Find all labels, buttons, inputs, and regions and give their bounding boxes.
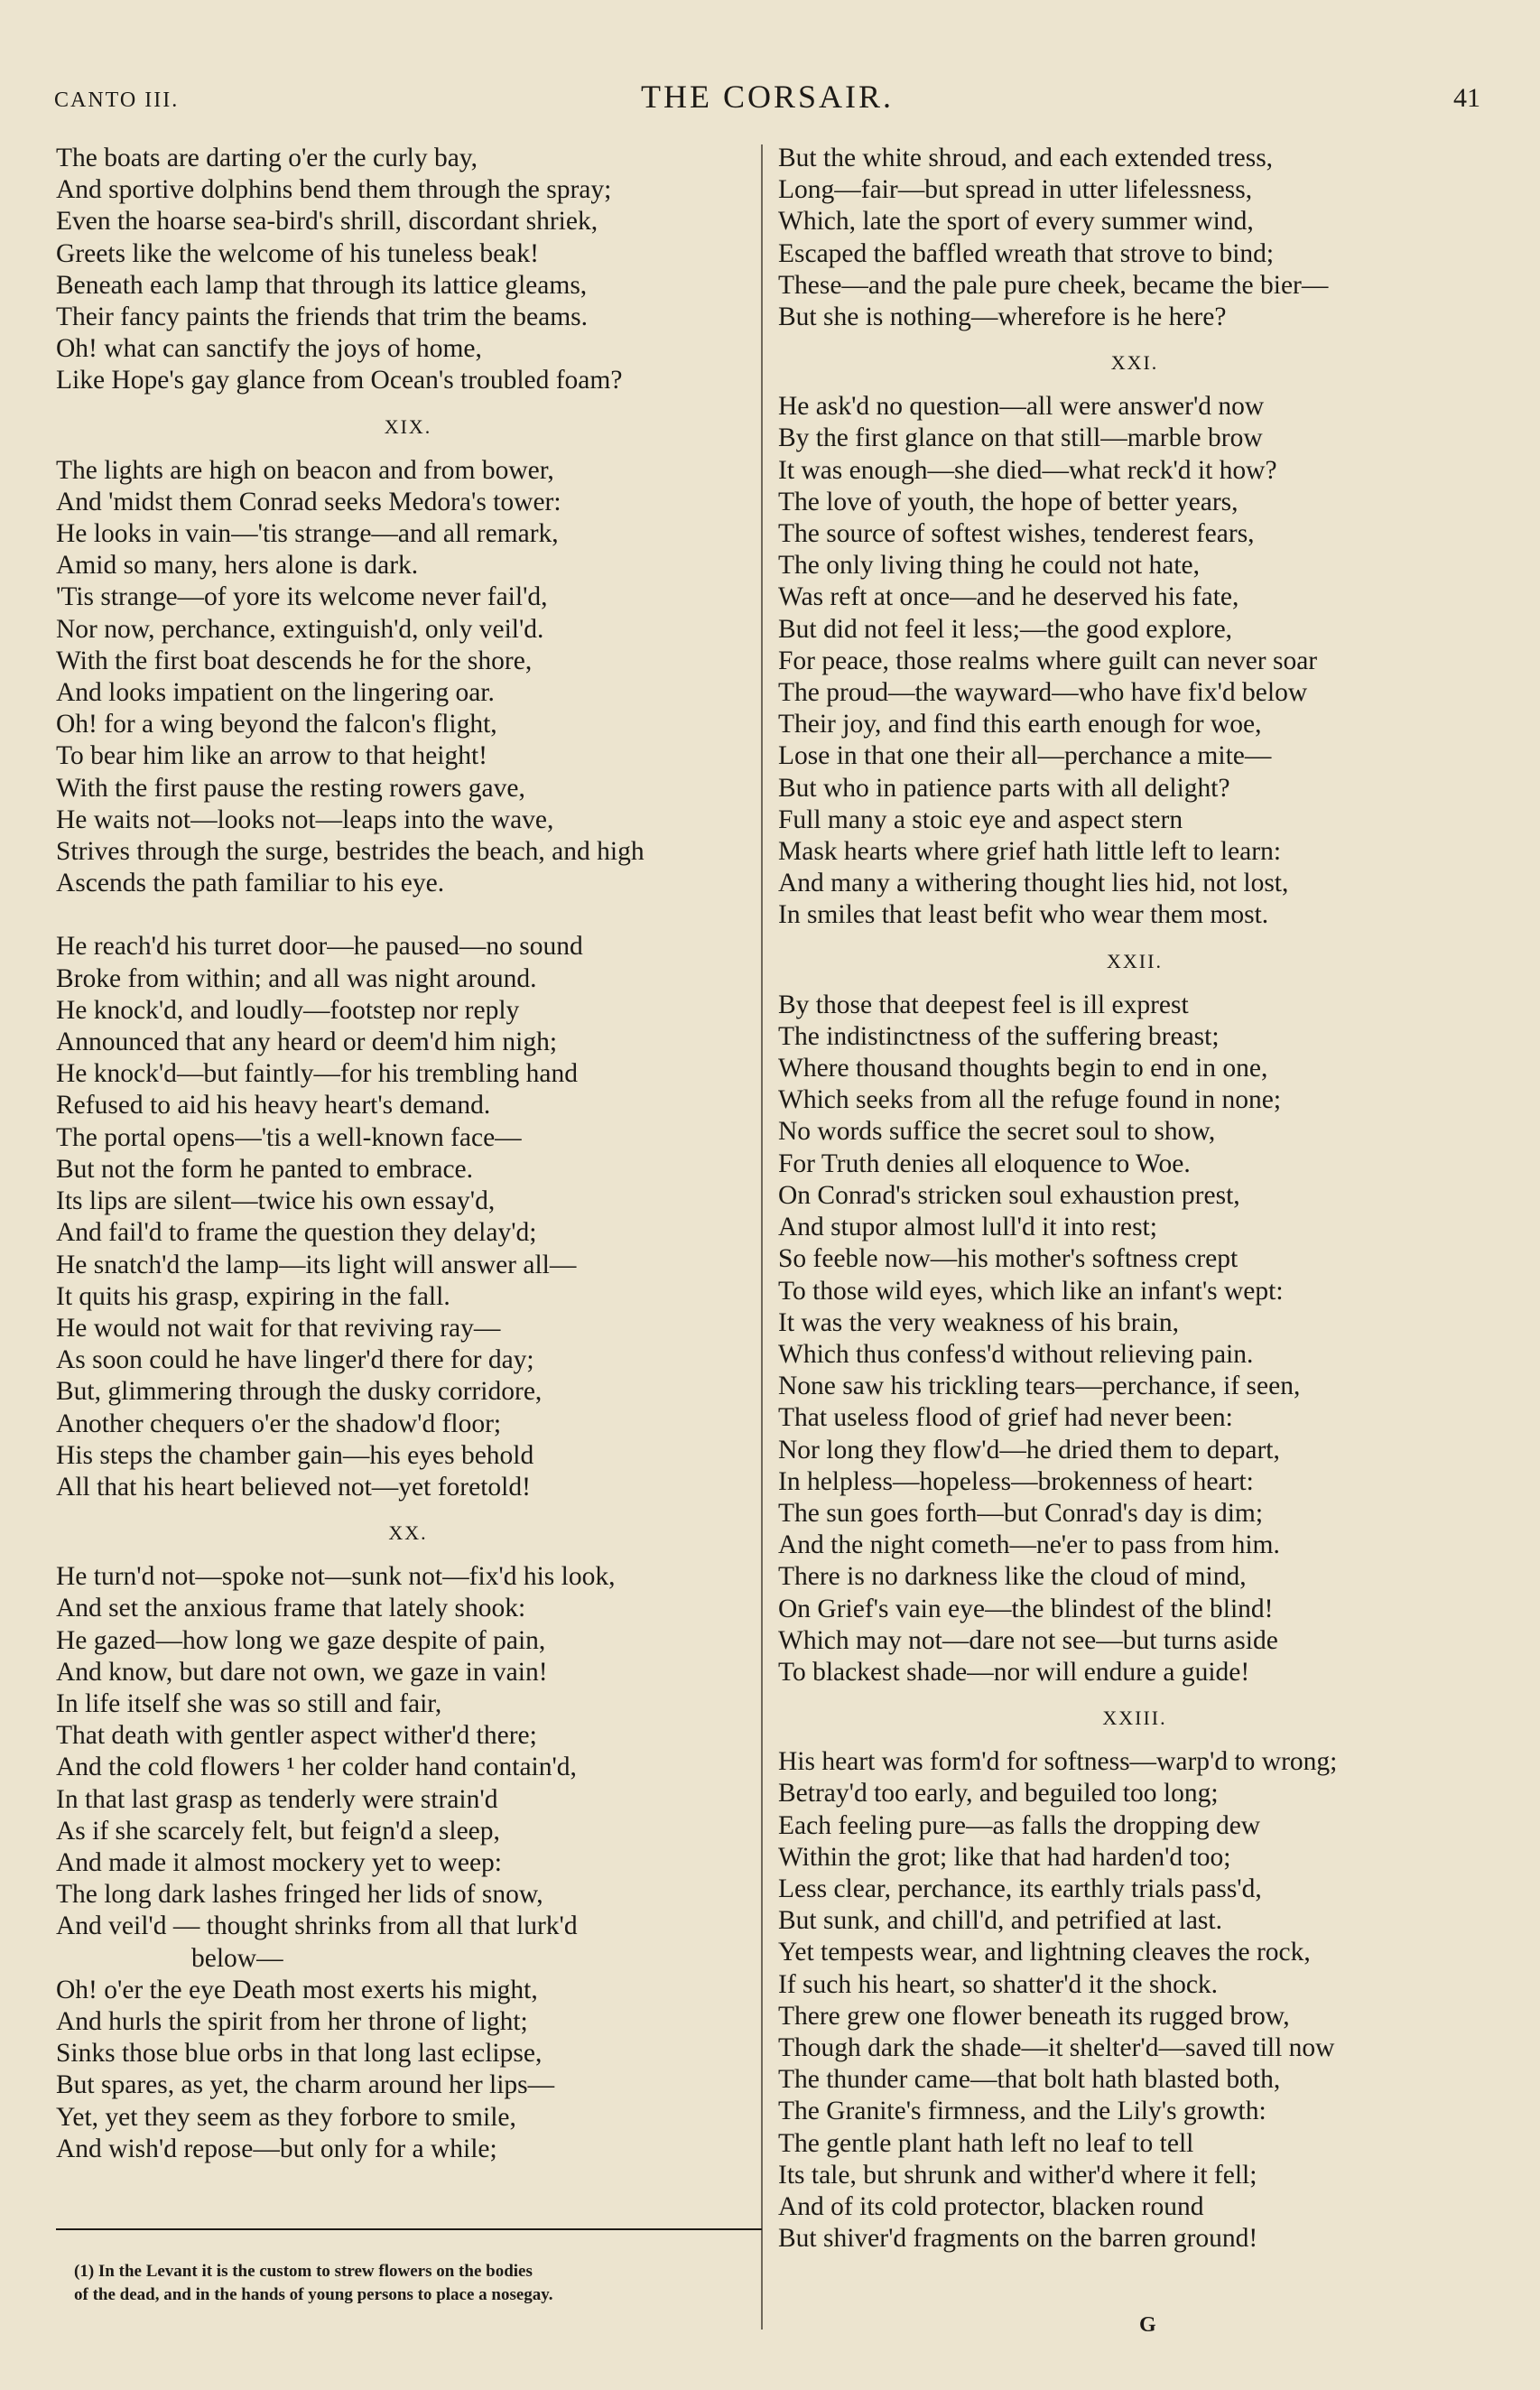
- verse-line: But did not feel it less;—the good explore,: [778, 614, 1233, 644]
- verse-line: He gazed—how long we gaze despite of pain,: [56, 1625, 546, 1655]
- verse-line: As soon could he have linger'd there for day;: [56, 1345, 534, 1375]
- verse-line: Mask hearts where grief hath little left to learn:: [778, 837, 1282, 867]
- verse-line: In smiles that least befit who wear them most.: [778, 900, 1269, 930]
- verse-line: He reach'd his turret door—he paused—no sound: [56, 932, 583, 962]
- verse-line: He ask'd no question—all were answer'd now: [778, 392, 1265, 422]
- verse-line: Full many a stoic eye and aspect stern: [778, 804, 1183, 834]
- verse-line: But she is nothing—wherefore is he here?: [778, 302, 1227, 332]
- verse-line: Yet tempests wear, and lightning cleaves the rock,: [778, 1938, 1311, 1967]
- verse-line: Its tale, but shrunk and wither'd where it fell;: [778, 2160, 1257, 2190]
- verse-line: But not the form he panted to embrace.: [56, 1154, 474, 1184]
- verse-line: His heart was form'd for softness—warp'd to wrong;: [778, 1747, 1338, 1777]
- verse-line: It quits his grasp, expiring in the fall.: [56, 1281, 450, 1311]
- verse-line: To bear him like an arrow to that height!: [56, 741, 487, 771]
- section-xix: [56, 411, 760, 1504]
- verse-line: The proud—the wayward—who have fix'd below: [778, 678, 1308, 708]
- footnote: [74, 2260, 769, 2307]
- verse-line: Which thus confess'd without relieving pain.: [778, 1339, 1254, 1369]
- verse-line: The lights are high on beacon and from bower,: [56, 455, 554, 485]
- verse-line: In life itself she was so still and fair,: [56, 1688, 442, 1718]
- verse-line: Announced that any heard or deem'd him nigh;: [56, 1028, 558, 1057]
- verse-line: By those that deepest feel is ill exprest: [778, 990, 1189, 1019]
- verse-line: No words suffice the secret soul to show,: [778, 1117, 1216, 1147]
- verse-line: Less clear, perchance, its earthly trials pass'd,: [778, 1874, 1262, 1903]
- verse-line: In that last grasp as tenderly were strain'd: [56, 1784, 498, 1814]
- verse-line: The source of softest wishes, tenderest fears,: [778, 519, 1255, 549]
- verse-line: There grew one flower beneath its rugged brow,: [778, 2001, 1290, 2031]
- verse-line: The boats are darting o'er the curly bay,: [56, 144, 478, 172]
- verse-line: But the white shroud, and each extended tress,: [778, 144, 1274, 172]
- section-xxiii: [778, 1702, 1491, 2255]
- verse-line: He turn'd not—spoke not—sunk not—fix'd his look,: [56, 1562, 616, 1592]
- verse-line: And the cold flowers ¹ her colder hand contain'd,: [56, 1753, 577, 1782]
- column-divider: [761, 144, 763, 2330]
- verse-line: He knock'd, and loudly—footstep nor reply: [56, 995, 520, 1025]
- verse-line: On Grief's vain eye—the blindest of the blind!: [778, 1594, 1274, 1623]
- verse-line: Oh! for a wing beyond the falcon's flight,: [56, 710, 497, 739]
- page-header: [54, 78, 1480, 123]
- page-number: 41: [1453, 83, 1480, 113]
- verse-line: Which seeks from all the refuge found in none;: [778, 1085, 1282, 1115]
- verse-line: Each feeling pure—as falls the dropping dew: [778, 1810, 1261, 1840]
- verse-line: And of its cold protector, blacken round: [778, 2191, 1204, 2221]
- verse-line: He knock'd—but faintly—for his trembling hand: [56, 1059, 579, 1089]
- verse-line: If such his heart, so shatter'd it the shock.: [778, 1969, 1219, 1999]
- verse-line-continuation: below—: [191, 1943, 283, 1973]
- verse-line: Amid so many, hers alone is dark.: [56, 551, 419, 581]
- verse-line: But shiver'd fragments on the barren ground!: [778, 2224, 1258, 2254]
- verse-line: Like Hope's gay glance from Ocean's troubled foam?: [56, 366, 623, 395]
- verse-line: On Conrad's stricken soul exhaustion prest,: [778, 1180, 1240, 1210]
- section-numeral: XXI.: [1110, 351, 1159, 375]
- verse-line: With the first pause the resting rowers gave,: [56, 773, 525, 803]
- verse-line: Which may not—dare not see—but turns aside: [778, 1625, 1278, 1655]
- verse-line: The only living thing he could not hate,: [778, 551, 1201, 581]
- verse-line: And many a withering thought lies hid, not lost,: [778, 869, 1289, 898]
- verse-line: Which, late the sport of every summer wind,: [778, 207, 1254, 237]
- footnote-line: (1) In the Levant it is the custom to strew flowers on the bodies: [74, 2262, 533, 2281]
- verse-line: And set the anxious frame that lately shook:: [56, 1594, 526, 1623]
- verse-line: Sinks those blue orbs in that long last eclipse,: [56, 2039, 543, 2069]
- verse-line: The thunder came—that bolt hath blasted both,: [778, 2065, 1281, 2095]
- verse-line: He waits not—looks not—leaps into the wave,: [56, 804, 554, 834]
- page-title: THE CORSAIR.: [640, 79, 895, 115]
- section-numeral: XIX.: [384, 414, 432, 438]
- verse-line: Their joy, and find this earth enough for woe,: [778, 710, 1262, 739]
- verse-line: Oh! what can sanctify the joys of home,: [56, 334, 482, 364]
- continued-stanza: [778, 143, 1491, 333]
- verse-line: The love of youth, the hope of better years,: [778, 487, 1238, 516]
- verse-line: And wish'd repose—but only for a while;: [56, 2134, 497, 2163]
- verse-line: And stupor almost lull'd it into rest;: [778, 1213, 1157, 1242]
- stanza-gap: [56, 899, 760, 931]
- section-xxi: [778, 347, 1491, 931]
- verse-line: But who in patience parts with all delight?: [778, 773, 1230, 803]
- left-column: [56, 143, 760, 2165]
- verse-line: The portal opens—'tis a well-known face—: [56, 1122, 522, 1152]
- verse-line: And hurls the spirit from her throne of light;: [56, 2006, 528, 2036]
- verse-line: The long dark lashes fringed her lids of snow,: [56, 1880, 543, 1910]
- verse-line: For Truth denies all eloquence to Woe.: [778, 1149, 1191, 1178]
- verse-line: Betray'd too early, and beguiled too long;: [778, 1779, 1219, 1809]
- section-numeral: XXII.: [1107, 949, 1163, 972]
- verse-line: It was enough—she died—what reck'd it how?: [778, 455, 1277, 485]
- footnote-line: of the dead, and in the hands of young persons to place a nosegay.: [74, 2285, 553, 2304]
- verse-line: The Granite's firmness, and the Lily's growth:: [778, 2097, 1266, 2126]
- verse-line: Its lips are silent—twice his own essay'd,: [56, 1186, 496, 1216]
- section-xxii: [778, 945, 1491, 1688]
- verse-line: He would not wait for that reviving ray—: [56, 1313, 501, 1343]
- verse-line: To blackest shade—nor will endure a guide!: [778, 1657, 1250, 1687]
- verse-line: 'Tis strange—of yore its welcome never fail'd,: [56, 582, 548, 612]
- verse-line: He snatch'd the lamp—its light will answer all—: [56, 1250, 577, 1279]
- verse-line: And the night cometh—ne'er to pass from him.: [778, 1530, 1280, 1560]
- verse-line: And veil'd — thought shrinks from all that lurk'd: [56, 1911, 578, 1941]
- verse-line: The gentle plant hath left no leaf to tell: [778, 2128, 1194, 2158]
- verse-line: In helpless—hopeless—brokenness of heart:: [778, 1466, 1254, 1496]
- verse-line: Within the grot; like that had harden'd too;: [778, 1842, 1231, 1872]
- verse-line: And fail'd to frame the question they delay'd;: [56, 1218, 537, 1248]
- verse-line: Was reft at once—and he deserved his fate,: [778, 582, 1239, 612]
- verse-line: Strives through the surge, bestrides the beach, and high: [56, 837, 645, 867]
- verse-line: By the first glance on that still—marble brow: [778, 423, 1263, 453]
- verse-line: None saw his trickling tears—perchance, if seen,: [778, 1372, 1301, 1401]
- verse-line: Oh! o'er the eye Death most exerts his might,: [56, 1975, 538, 2004]
- verse-line: Ascends the path familiar to his eye.: [56, 869, 445, 898]
- verse-line: That useless flood of grief had never been:: [778, 1403, 1233, 1433]
- right-column: [778, 143, 1491, 2255]
- section-numeral: XX.: [388, 1521, 428, 1545]
- verse-line: Escaped the baffled wreath that strove to bind;: [778, 238, 1275, 268]
- verse-line: But sunk, and chill'd, and petrified at last.: [778, 1906, 1222, 1936]
- verse-line: And looks impatient on the lingering oar.: [56, 678, 495, 708]
- verse-line: Long—fair—but spread in utter lifelessness,: [778, 175, 1253, 205]
- verse-line: But spares, as yet, the charm around her lips—: [56, 2070, 555, 2100]
- verse-line: And 'midst them Conrad seeks Medora's tower:: [56, 487, 561, 516]
- opening-stanza: [56, 143, 760, 397]
- verse-line: Nor now, perchance, extinguish'd, only veil'd.: [56, 614, 544, 644]
- verse-line: As if she scarcely felt, but feign'd a sleep,: [56, 1816, 500, 1846]
- verse-line: And sportive dolphins bend them through the spray;: [56, 175, 612, 205]
- verse-line: And know, but dare not own, we gaze in vain!: [56, 1657, 548, 1687]
- verse-line: Another chequers o'er the shadow'd floor;: [56, 1409, 502, 1438]
- section-numeral: XXIII.: [1102, 1706, 1167, 1730]
- verse-line: He looks in vain—'tis strange—and all remark,: [56, 519, 559, 549]
- verse-line: Though dark the shade—it shelter'd—saved till now: [778, 2032, 1335, 2062]
- section-xx: [56, 1517, 760, 2165]
- footnote-rule: [56, 2228, 762, 2230]
- verse-line: His steps the chamber gain—his eyes behold: [56, 1440, 534, 1470]
- verse-line: There is no darkness like the cloud of mind,: [778, 1562, 1247, 1592]
- verse-line: Lose in that one their all—perchance a mite—: [778, 741, 1272, 771]
- verse-line: But, glimmering through the dusky corridore,: [56, 1377, 543, 1407]
- signature-mark: G: [1139, 2313, 1156, 2337]
- verse-line: And made it almost mockery yet to weep:: [56, 1847, 502, 1877]
- verse-line: With the first boat descends he for the shore,: [56, 646, 533, 675]
- verse-line: The indistinctness of the suffering breast;: [778, 1021, 1220, 1051]
- verse-line: Nor long they flow'd—he dried them to depart,: [778, 1435, 1280, 1465]
- verse-line: Even the hoarse sea-bird's shrill, discordant shriek,: [56, 207, 598, 237]
- verse-line: Broke from within; and all was night around.: [56, 963, 537, 993]
- verse-line: Refused to aid his heavy heart's demand.: [56, 1091, 491, 1121]
- canto-label: CANTO III.: [54, 88, 180, 112]
- verse-line: Beneath each lamp that through its lattice gleams,: [56, 270, 588, 300]
- verse-line: The sun goes forth—but Conrad's day is dim;: [778, 1498, 1264, 1528]
- verse-line: That death with gentler aspect wither'd there;: [56, 1721, 537, 1751]
- verse-line: To those wild eyes, which like an infant's wept:: [778, 1276, 1284, 1306]
- verse-line: These—and the pale pure cheek, became the bier—: [778, 270, 1329, 300]
- verse-line: All that his heart believed not—yet foretold!: [56, 1472, 531, 1502]
- verse-line: Yet, yet they seem as they forbore to smile,: [56, 2102, 516, 2132]
- verse-line: So feeble now—his mother's softness crept: [778, 1244, 1238, 1274]
- verse-line: For peace, those realms where guilt can never soar: [778, 646, 1318, 675]
- verse-line: Where thousand thoughts begin to end in one,: [778, 1054, 1268, 1083]
- verse-line: It was the very weakness of his brain,: [778, 1307, 1180, 1337]
- verse-line: Greets like the welcome of his tuneless beak!: [56, 238, 539, 268]
- verse-line: Their fancy paints the friends that trim the beams.: [56, 302, 588, 332]
